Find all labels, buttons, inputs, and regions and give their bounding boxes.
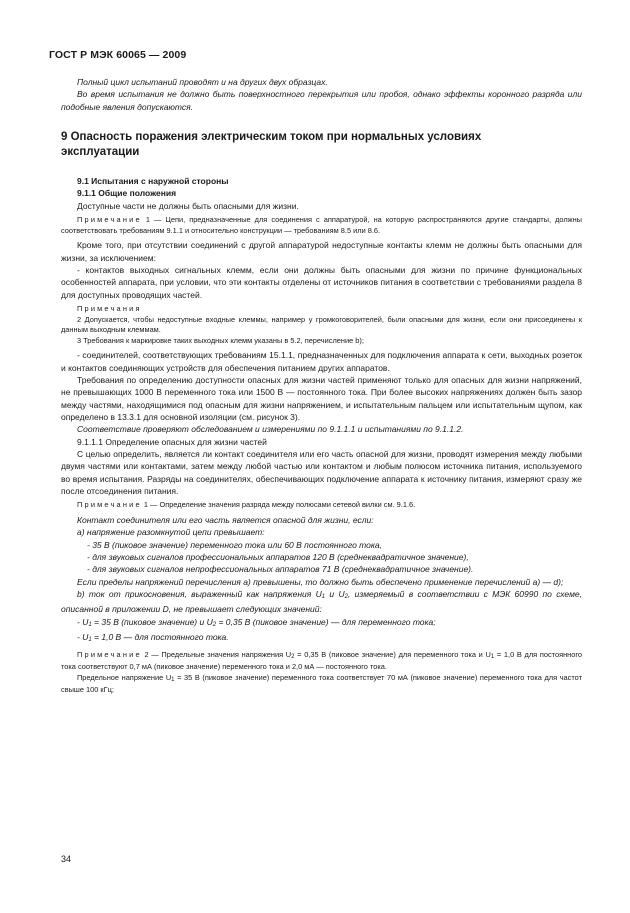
subscript: 2	[344, 594, 348, 601]
note-4-text: 1 — Определение значения разряда между полюсами сетевой вилки см. 9.1.6.	[143, 500, 416, 510]
subscript: 1	[321, 594, 326, 601]
text-run: - U	[77, 616, 89, 627]
paragraph-3: - контактов выходных сигнальных клемм, если они должны быть опасными для жизни по причине функциональных особенностей аппарата, при условии, что эти контакты отделены от источников питания в соответствии с требованиями раздела 8 для доступных проводящих частей.	[61, 264, 582, 300]
paragraph-1: Доступные части не должны быть опасными для жизни.	[77, 200, 299, 211]
subscript: 1	[490, 653, 495, 660]
text-run: и U	[325, 589, 345, 600]
text-run: = 0,35 В (пиковое значение) для переменного тока и U	[294, 649, 491, 659]
paragraph-2: Кроме того, при отсутствии соединений с другой аппаратурой недоступные контакты клемм не должны быть опасными для жизни, за исключением:	[61, 240, 582, 263]
note-1	[61, 215, 582, 236]
paragraph-6: Соответствие проверяют обследованием и измерениями по 9.1.1.1 и испытаниями по 9.1.1.2.	[77, 424, 464, 435]
text-run: = 0,35 В (пиковое значение) — для переменного тока;	[216, 616, 436, 627]
italic-line-8	[61, 616, 582, 631]
paragraph-5: Требования по определению доступности опасных для жизни частей применяют только для опасных для жизни напряжений, не превышающих 1000 В переменного тока или 1500 В — постоянного тока. При более высоких напряжениях должен быть зазор между частями, находящимися под опасным для жизни напряжением, и испытательным пальцем или испытательным щупом, как определено в 13.3.1 для основной изоляции (см. рисунок 3).	[61, 375, 582, 423]
section-title	[61, 130, 582, 160]
note-5-label: Примечание	[77, 649, 142, 659]
note-2: 2 Допускается, чтобы недоступные входные клеммы, например у громкоговорителей, были опасными для жизни, если они присоединены к данным выходным клеммам.	[61, 314, 582, 335]
text-run: = 35 В (пиковое значение) переменного тока соответствует 70 мА (пиковое значение) переменного тока для частот свыше 100 кГц;	[61, 672, 582, 695]
note-1-text: 1 — Цепи, предназначенные для соединения с аппаратурой, на которую распространяются другие стандарты, должны соответствовать требованиям 9.1.1 и относительно конструкции — требованиям 8.5 или 8.6.	[61, 215, 582, 235]
subscript: 2	[212, 621, 217, 628]
text-run: , измеряемый в соответствии с МЭК 60990 по схеме, описанной в приложении D, не превышает следующих значений:	[61, 589, 582, 615]
note-5	[61, 650, 582, 673]
text-run: = 35 В (пиковое значение) и U	[91, 616, 213, 627]
document-body	[61, 76, 582, 696]
text-run: b) ток от прикосновения, выраженный как напряжения U	[77, 589, 322, 600]
subsection-9-1-1-1: 9.1.1.1 Определение опасных для жизни частей	[77, 436, 267, 447]
italic-line-3: - 35 В (пиковое значение) переменного тока или 60 В постоянного тока,	[87, 539, 382, 550]
note-6	[61, 673, 582, 696]
subscript: 1	[88, 621, 92, 628]
italic-line-7	[61, 588, 582, 616]
section-title-line-1: 9 Опасность поражения электрическим током при нормальных условиях	[61, 131, 482, 144]
italic-line-5: - для звуковых сигналов непрофессиональных аппаратов 71 В (среднеквадратичное значение).	[87, 564, 474, 575]
note-1-label: Примечание	[77, 215, 142, 225]
page-number: 34	[61, 854, 72, 864]
note-4	[61, 500, 582, 511]
intro-paragraph-2: Во время испытания не должно быть поверхностного перекрытия или пробоя, однако эффекты коронного разряда или подобные явления допускаются.	[61, 89, 582, 112]
section-title-line-2: эксплуатации	[61, 146, 140, 159]
text-run: = 1,0 В для постоянного тока соответствуют 0,7 мА (пиковое значение) переменного тока и 2,0 мА — постоянного тока.	[61, 649, 582, 672]
italic-line-6: Если пределы напряжений перечисления а) превышены, то должно быть обеспечено применение перечислений а) — d);	[77, 576, 564, 587]
italic-line-4: - для звуковых сигналов профессиональных аппаратов 120 В (среднеквадратичное значение),	[87, 552, 469, 563]
document-header: ГОСТ Р МЭК 60065 — 2009	[49, 49, 187, 61]
notes-label: Примечания	[77, 303, 142, 313]
subsection-9-1: 9.1 Испытания с наружной стороны	[77, 176, 229, 187]
subsection-9-1-1: 9.1.1 Общие положения	[77, 188, 177, 199]
note-3: 3 Требования к маркировке таких выходных клемм указаны в 5.2, перечисление b);	[77, 335, 364, 345]
subscript: 2	[291, 653, 295, 660]
text-run: - U	[77, 632, 89, 643]
italic-line-1: Контакт соединителя или его часть является опасной для жизни, если:	[77, 515, 374, 526]
paragraph-4: - соединителей, соответствующих требованиям 15.1.1, предназначенных для подключения аппарата к сети, выходных розеток и контактов соединяющих устройств для обеспечения питанием других аппаратов.	[61, 350, 582, 373]
note-4-label: Примечание	[77, 500, 142, 510]
italic-line-2: а) напряжение разомкнутой цепи превышает:	[77, 527, 265, 538]
text-run: Предельное напряжение U	[77, 672, 172, 682]
text-run: = 1,0 В — для постоянного тока.	[91, 632, 229, 643]
italic-line-9	[61, 631, 582, 646]
text-run: 2 — Предельные значения напряжения U	[144, 649, 292, 659]
subscript: 1	[88, 637, 92, 644]
intro-paragraph-1: Полный цикл испытаний проводят и на других двух образцах.	[77, 77, 328, 87]
subscript: 1	[171, 676, 175, 683]
paragraph-7: С целью определить, является ли контакт соединителя или его часть опасной для жизни, проводят измерения между любыми двумя частями или контактами, затем между любой частью или контактом и любым полюсом источника питания, используемого во время испытания. Разряды на соединителях, обеспечивающих подключение аппарата к источнику питания, измеряют сразу же после отсоединения питания.	[61, 449, 582, 497]
